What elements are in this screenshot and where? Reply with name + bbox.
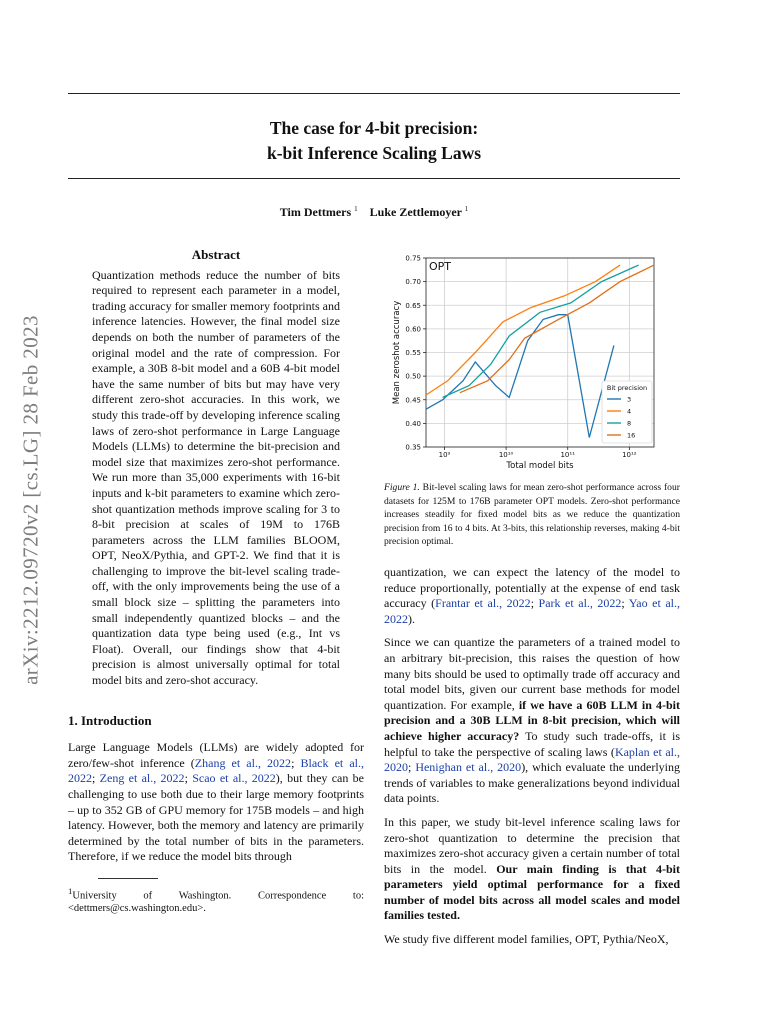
citation-link[interactable]: Zeng et al., 2022 [99,771,185,786]
paragraph: quantization, we can expect the latency of the model to reduce proportionally, potentially at the expense of end task accuracy (Frantar et al., 2022; Park et al., 2022; Yao et al., 2022). [384,565,680,626]
author-1: Tim Dettmers [279,205,352,219]
y-tick-label: 0.35 [405,443,421,452]
y-tick-label: 0.50 [405,372,421,381]
x-tick-label: 10¹¹ [560,451,575,459]
paragraph: We study five different model families, OPT, Pythia/NeoX, [384,932,669,947]
intro-paragraph: Large Language Models (LLMs) are widely adopted for zero/few-shot inference (Zhang et al., 2022; Black et al., 2022; Zeng et al., 2022; Scao et al., 2022), but they can be challenging to use both due to their large memory footprints – up to 352 GB of GPU memory for 175B models – and high latency. However, both the memory and latency are primarily determined by the total number of bits in the parameters. Therefore, if we reduce the model bits through [68,740,364,864]
citation-link[interactable]: Scao et al., 2022 [192,771,276,786]
legend-label: 4 [627,407,632,416]
y-tick-label: 0.40 [405,419,421,428]
title-bottom-rule [68,178,680,179]
series-line-8bit [443,265,639,397]
paragraph: Since we can quantize the parameters of a trained model to an arbitrary bit-precision, this raises the question of how many bits should be used to optimally trade off accuracy and total model bits, given our current base methods for model quantization. For example, if we have a 60B LLM in 4-bit precision and a 30B LLM in 8-bit precision, which will achieve higher accuracy? To study such trade-offs, it is helpful to take the perspective of scaling laws (Kaplan et al., 2020; Henighan et al., 2020), which evaluate the underlying trends of variables to make generalizations beyond individual data points. [384,635,680,806]
series-line-4bit [426,265,620,395]
arxiv-id: arXiv:2212.09720v2 [cs.LG] 28 Feb 2023 [18,315,43,685]
abstract-text: Quantization methods reduce the number of bits required to represent each parameter in a model, trading accuracy for smaller memory footprints and inference latencies. However, the final model size depends on both the number of parameters of the original model and the rate of compression. For example, a 30B 8-bit model and a 60B 4-bit model have the same number of bits but may have very different zero-shot accuracies. In this work, we study this trade-off by developing inference scaling laws of zero-shot performance in Large Language Models (LLMs) to determine the bit-precision and model size that maximizes zero-shot performance. We run more than 35,000 experiments with 16-bit inputs and k-bit parameters to examine which zero-shot quantization methods improve scaling for 3 to 8-bit precision at scales of 19M to 176B parameters across the LLM families BLOOM, OPT, NeoX/Pythia, and GPT-2. We find that it is challenging to improve the bit-level scaling trade-off, with the only improvements being the use of a small block size – splitting the parameters into small independently quantized blocks – and the quantization data type being used (e.g., Int vs Float). Overall, our findings show that 4-bit precision is almost universally optimal for total model bits and zero-shot accuracy. [92,267,340,688]
abstract-heading: Abstract [191,247,241,262]
citation-link[interactable]: Zhang et al., 2022 [194,755,292,770]
right-column [384,565,680,956]
y-tick-label: 0.60 [405,325,421,334]
y-tick-label: 0.70 [405,278,421,287]
author-1-affiliation: 1 [354,205,358,213]
y-tick-label: 0.75 [405,254,421,263]
x-tick-label: 10⁹ [438,451,451,459]
y-tick-label: 0.45 [405,396,421,405]
author-2: Luke Zettlemoyer [369,205,462,219]
figure-caption [384,481,680,549]
x-axis-label: Total model bits [506,461,574,471]
x-tick-label: 10¹⁰ [498,451,514,459]
title-line-2: k-bit Inference Scaling Laws [266,143,482,163]
citation-link[interactable]: Kaplan et al., 2020 [384,744,680,775]
left-column [68,247,364,915]
paper-title [68,116,680,166]
author-list [68,205,680,220]
legend-label: 8 [627,419,632,428]
y-tick-label: 0.65 [405,301,421,310]
legend-label: 3 [627,395,632,404]
paragraph: In this paper, we study bit-level inference scaling laws for zero-shot quantization to determine the precision that maximizes zero-shot accuracy given a certain number of total bits in the model. Our main finding is that 4-bit parameters yield optimal performance for a fixed number of model bits across all model scales and model families tested. [384,814,680,923]
footnote-rule [98,878,158,879]
citation-link[interactable]: Yao et al., 2022 [384,596,680,626]
citation-link[interactable]: Henighan et al., 2020 [415,760,522,775]
y-tick-label: 0.55 [405,349,421,357]
x-tick-label: 10¹² [622,451,637,459]
title-line-1: The case for 4-bit precision: [269,118,479,138]
citation-link[interactable]: Park et al., 2022 [538,596,622,611]
section-heading-introduction: 1. Introduction [68,712,152,728]
arxiv-sidebar [8,270,54,730]
legend-label: 16 [627,431,636,440]
y-axis-label: Mean zeroshot accuracy [392,300,402,405]
caption-text: Bit-level scaling laws for mean zero-shot performance across four datasets for 125M to 176B parameter OPT models. Zero-shot performance increases steadily for fixed model bits as we reduce the quantization precision from 16 to 4 bits. At 3-bits, this relationship reverses, making 4-bit precision optimal. [384,482,680,548]
citation-link[interactable]: Black et al., 2022 [68,755,364,786]
legend-title: Bit precision [606,384,648,392]
chart-title: OPT [429,260,452,273]
footnote: $^1$University of Washington. Correspondence to: <dettmers@cs.washington.edu>. [68,885,364,915]
figure-1 [384,248,680,478]
top-rule [68,93,680,94]
citation-link[interactable]: Frantar et al., 2022 [435,596,531,611]
figure-label: Figure 1. [384,482,420,493]
opt-scaling-chart [384,248,680,478]
author-2-affiliation: 1 [464,205,469,213]
